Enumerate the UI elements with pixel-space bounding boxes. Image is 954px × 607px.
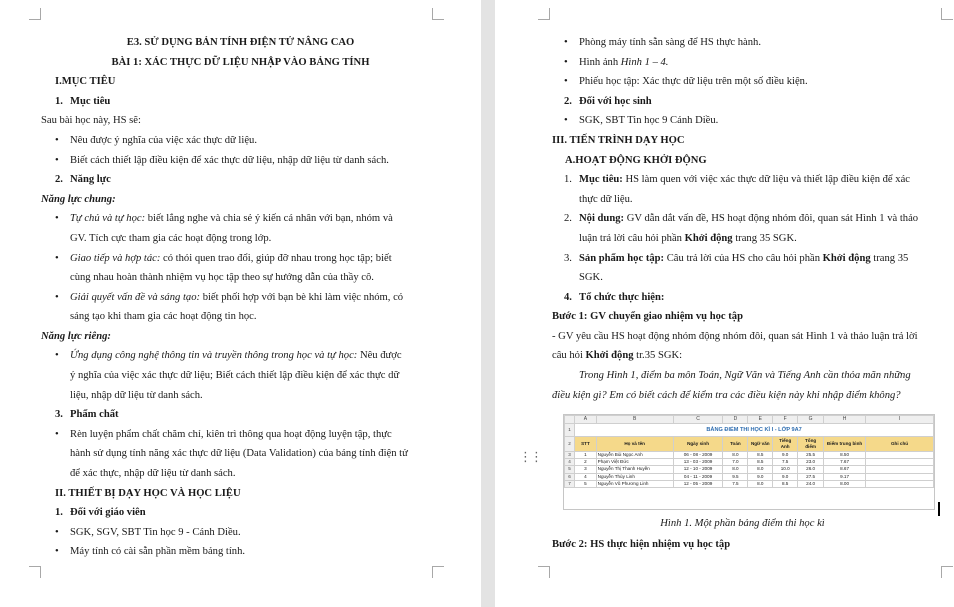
paragraph: Sau bài học này, HS sẽ: [41, 115, 141, 126]
cell-note [866, 473, 934, 480]
row-number: 2 [565, 437, 575, 452]
item-text: câu hỏi [552, 350, 586, 361]
item-label: Ứng dụng công nghệ thông tin và truyền thông trong học và tự học: [70, 350, 358, 361]
cell-note [866, 466, 934, 473]
drag-handle-icon[interactable]: ⋮⋮ [519, 450, 541, 465]
list-item: • Rèn luyện phẩm chất chăm chỉ, kiên trì thông qua hoạt động luyện tập, thực [70, 425, 392, 445]
question-text: Trong Hình 1, điểm ba môn Toán, Ngữ Văn và Tiếng Anh cần thỏa mãn những [579, 370, 911, 381]
list-item [70, 209, 393, 229]
column-letter: G [798, 416, 824, 424]
cell-total: 26.0 [798, 466, 824, 473]
item-label: Sản phẩm học tập: [579, 253, 665, 264]
list-item: • Biết cách thiết lập điều kiện để xác thực dữ liệu, nhập dữ liệu từ danh sách. [70, 151, 389, 171]
margin-corner-marker [538, 566, 550, 578]
list-number: 1. [55, 96, 63, 107]
cell-math: 9.5 [723, 473, 748, 480]
margin-corner-marker [941, 566, 953, 578]
cell-math: 7.5 [723, 480, 748, 487]
column-letter: I [866, 416, 934, 424]
subheading-text: Đối với học sinh [579, 96, 652, 107]
corner-cell [565, 416, 575, 424]
item-text: trang 35 SGK. [732, 233, 797, 244]
cell-math: 8.0 [723, 466, 748, 473]
list-item-continuation: liệu, nhập dữ liệu từ danh sách. [70, 390, 203, 401]
item-bold: Khởi động [684, 233, 733, 244]
cell-math: 7.0 [723, 459, 748, 466]
cell-name: Nguyễn Vũ Phương Linh [596, 480, 673, 487]
cell-name: Nguyễn Thị Thanh Huyền [596, 466, 673, 473]
item-text: có thói quen trao đổi, giúp đỡ nhau trong học tập; biết [160, 253, 392, 264]
table-row [565, 480, 934, 487]
cell-average: 8.00 [824, 480, 866, 487]
margin-corner-marker [29, 566, 41, 578]
figure-caption: Hình 1. Một phần bảng điểm thi học kì [660, 518, 825, 529]
item-text: HS làm quen với việc xác thực dữ liệu và thiết lập điều kiện để xác [622, 174, 910, 185]
subheading-students [564, 92, 652, 112]
cell-name: Nguyễn Thùy Linh [596, 473, 673, 480]
list-number: 2. [564, 96, 572, 107]
cell-literature: 8.5 [748, 459, 773, 466]
list-item: • Máy tính có cài sẵn phần mềm bảng tính. [70, 542, 245, 562]
cell-total: 27.5 [798, 473, 824, 480]
cell-stt: 4 [575, 473, 597, 480]
cell-name: Nguyễn Bùi Ngọc Anh [596, 452, 673, 459]
list-item: • SGK, SBT Tin học 9 Cánh Diều. [579, 111, 718, 131]
subheading-goals [55, 92, 111, 112]
cell-literature: 8.0 [748, 480, 773, 487]
cell-note [866, 452, 934, 459]
cell-english: 8.5 [773, 480, 798, 487]
table-title-row [565, 424, 934, 437]
lesson-title: BÀI 1: XÁC THỰC DỮ LIỆU NHẬP VÀO BẢNG TÍNH [111, 57, 370, 68]
list-item: • Phòng máy tính sẵn sàng để HS thực hành. [579, 33, 761, 53]
subheading-general-competence: Năng lực chung: [41, 194, 116, 205]
header-cell: Toán [723, 437, 748, 452]
section-heading-objectives: I.MỤC TIÊU [55, 76, 116, 87]
header-cell: Tổng điểm [798, 437, 824, 452]
cell-english: 7.5 [773, 459, 798, 466]
cell-dob: 06 - 08 - 2009 [673, 452, 723, 459]
item-text: GV dẫn dắt vấn đề, HS hoạt động nhóm đôi, quan sát Hình 1 và thảo [624, 213, 919, 224]
list-item [70, 288, 403, 308]
subheading-competence [55, 170, 111, 190]
numbered-item [564, 288, 665, 308]
margin-corner-marker [941, 8, 953, 20]
list-item-continuation: SGK. [579, 272, 603, 283]
list-number: 1. [564, 174, 572, 185]
numbered-item [564, 209, 919, 229]
step-heading: Bước 2: HS thực hiện nhiệm vụ học tập [552, 539, 731, 550]
list-item-continuation: sáng tạo khi tham gia các hoạt động tin học. [70, 311, 257, 322]
item-label: Mục tiêu: [579, 174, 623, 185]
column-letter: A [575, 416, 597, 424]
list-number: 2. [55, 174, 63, 185]
table-header-row [565, 437, 934, 452]
column-letter: H [824, 416, 866, 424]
cell-dob: 13 - 03 - 2009 [673, 459, 723, 466]
header-cell: Điểm trung bình [824, 437, 866, 452]
list-item-continuation: GV. Tích cực tham gia các hoạt động trong lớp. [70, 233, 272, 244]
paragraph [552, 346, 682, 366]
cell-english: 10.0 [773, 466, 798, 473]
cell-english: 9.0 [773, 452, 798, 459]
list-number: 3. [564, 253, 572, 264]
row-number: 5 [565, 466, 575, 473]
subheading-text: Đối với giáo viên [70, 507, 146, 518]
cell-dob: 12 - 10 - 2009 [673, 466, 723, 473]
subheading-qualities [55, 405, 119, 425]
header-cell: Ghi chú [866, 437, 934, 452]
header-cell: Họ và tên [596, 437, 673, 452]
list-item-continuation: thực dữ liệu. [579, 194, 633, 205]
item-italic: Hình 1 – 4. [620, 57, 669, 68]
cell-average: 8.50 [824, 452, 866, 459]
subheading-text: Phẩm chất [70, 409, 119, 420]
section-heading-process: III. TIẾN TRÌNH DẠY HỌC [552, 135, 685, 146]
subheading-text: Mục tiêu [70, 96, 111, 107]
item-label: Tự chủ và tự học: [70, 213, 146, 224]
cell-literature: 9.0 [748, 473, 773, 480]
cell-note [866, 459, 934, 466]
subheading-text: Năng lực [70, 174, 111, 185]
column-letter: E [748, 416, 773, 424]
table-title: BẢNG ĐIỂM THI HỌC KÌ I - LỚP 9A7 [575, 424, 934, 437]
list-item-continuation: ý nghĩa của việc xác thực dữ liệu; Biết cách thiết lập điều kiện để xác thực dữ [70, 370, 400, 381]
numbered-item [564, 170, 910, 190]
numbered-item [564, 249, 909, 269]
list-item-continuation [579, 229, 797, 249]
item-text: trang 35 [870, 253, 909, 264]
list-item-continuation: để xác thực, nhập dữ liệu từ danh sách. [70, 468, 236, 479]
row-number: 4 [565, 459, 575, 466]
list-item: • Nêu được ý nghĩa của việc xác thực dữ liệu. [70, 131, 257, 151]
cell-math: 8.0 [723, 452, 748, 459]
list-number: 2. [564, 213, 572, 224]
cell-dob: 12 - 05 - 2009 [673, 480, 723, 487]
margin-corner-marker [432, 566, 444, 578]
cell-stt: 1 [575, 452, 597, 459]
table-row [565, 452, 934, 459]
item-label: Giao tiếp và hợp tác: [70, 253, 161, 264]
text-cursor [938, 502, 940, 516]
item-text: luận trả lời câu hỏi phần [579, 233, 685, 244]
doc-title: E3. SỬ DỤNG BẢN TÍNH ĐIỆN TỬ NÂNG CAO [126, 37, 355, 48]
column-header-row [565, 416, 934, 424]
table-row [565, 466, 934, 473]
header-cell: Ngữ văn [748, 437, 773, 452]
item-label: Giải quyết vấn đề và sáng tạo: [70, 292, 201, 303]
item-text: tr.35 SGK: [633, 350, 683, 361]
header-cell: Ngày sinh [673, 437, 723, 452]
item-bold: Khởi động [822, 253, 871, 264]
table-row [565, 473, 934, 480]
column-letter: B [596, 416, 673, 424]
list-item [579, 53, 668, 73]
cell-average: 7.67 [824, 459, 866, 466]
section-heading-warmup: A.HOẠT ĐỘNG KHỞI ĐỘNG [565, 155, 707, 166]
step-heading: Bước 1: GV chuyển giao nhiệm vụ học tập [552, 311, 743, 322]
margin-corner-marker [538, 8, 550, 20]
margin-corner-marker [432, 8, 444, 20]
row-number: 6 [565, 473, 575, 480]
list-number: 1. [55, 507, 63, 518]
row-number: 3 [565, 452, 575, 459]
item-text: biết phối hợp với bạn bè khi làm việc nhóm, có [200, 292, 404, 303]
row-number: 7 [565, 480, 575, 487]
margin-corner-marker [29, 8, 41, 20]
list-item [70, 346, 402, 366]
cell-stt: 2 [575, 459, 597, 466]
item-label: Nội dung: [579, 213, 625, 224]
page-gap [481, 0, 495, 607]
subheading-specific-competence: Năng lực riêng: [41, 331, 111, 342]
cell-average: 8.67 [824, 466, 866, 473]
cell-note [866, 480, 934, 487]
list-item [70, 249, 392, 269]
item-text: biết lắng nghe và chia sẻ ý kiến cá nhân với bạn, nhóm và [145, 213, 393, 224]
header-cell: Tiếng Anh [773, 437, 798, 452]
grade-table [564, 415, 934, 488]
list-item: • Phiếu học tập: Xác thực dữ liệu trên một số điều kiện. [579, 72, 808, 92]
item-text: Câu trả lời của HS cho câu hỏi phần [664, 253, 823, 264]
subheading-teacher [55, 503, 146, 523]
cell-total: 23.0 [798, 459, 824, 466]
table-row [565, 459, 934, 466]
cell-stt: 3 [575, 466, 597, 473]
cell-name: Phạm Việt Đức [596, 459, 673, 466]
item-text: Nêu được [357, 350, 402, 361]
spreadsheet-figure[interactable] [563, 414, 935, 510]
cell-average: 9.17 [824, 473, 866, 480]
column-letter: D [723, 416, 748, 424]
cell-literature: 8.5 [748, 452, 773, 459]
item-text: Hình ảnh [579, 57, 621, 68]
cell-dob: 04 - 11 - 2009 [673, 473, 723, 480]
row-number: 1 [565, 424, 575, 437]
cell-stt: 5 [575, 480, 597, 487]
paragraph: - GV yêu cầu HS hoạt động nhóm động nhóm đôi, quan sát Hình 1 và thảo luận trả lời [552, 331, 918, 342]
list-item-continuation: hành sử dụng tính năng xác thực dữ liệu (Data Validation) của bảng tính điện tử [70, 448, 408, 459]
question-text: điều kiện gì? Em có biết cách để kiểm tra các điều kiện này khi nhập điểm không? [552, 390, 901, 401]
column-letter: F [773, 416, 798, 424]
column-letter: C [673, 416, 723, 424]
cell-total: 25.5 [798, 452, 824, 459]
item-bold: Khởi động [585, 350, 634, 361]
item-label: Tổ chức thực hiện: [579, 292, 665, 303]
list-item: • SGK, SGV, SBT Tin học 9 - Cánh Diều. [70, 523, 241, 543]
section-heading-equipment: II. THIẾT BỊ DẠY HỌC VÀ HỌC LIỆU [55, 488, 241, 499]
header-cell: STT [575, 437, 597, 452]
cell-total: 24.0 [798, 480, 824, 487]
cell-english: 9.0 [773, 473, 798, 480]
cell-literature: 8.0 [748, 466, 773, 473]
list-item-continuation: cùng nhau hoàn thành nhiệm vụ học tập theo sự hướng dẫn của thầy cô. [70, 272, 374, 283]
list-number: 3. [55, 409, 63, 420]
list-number: 4. [564, 292, 572, 303]
document-page-right[interactable] [495, 0, 954, 607]
